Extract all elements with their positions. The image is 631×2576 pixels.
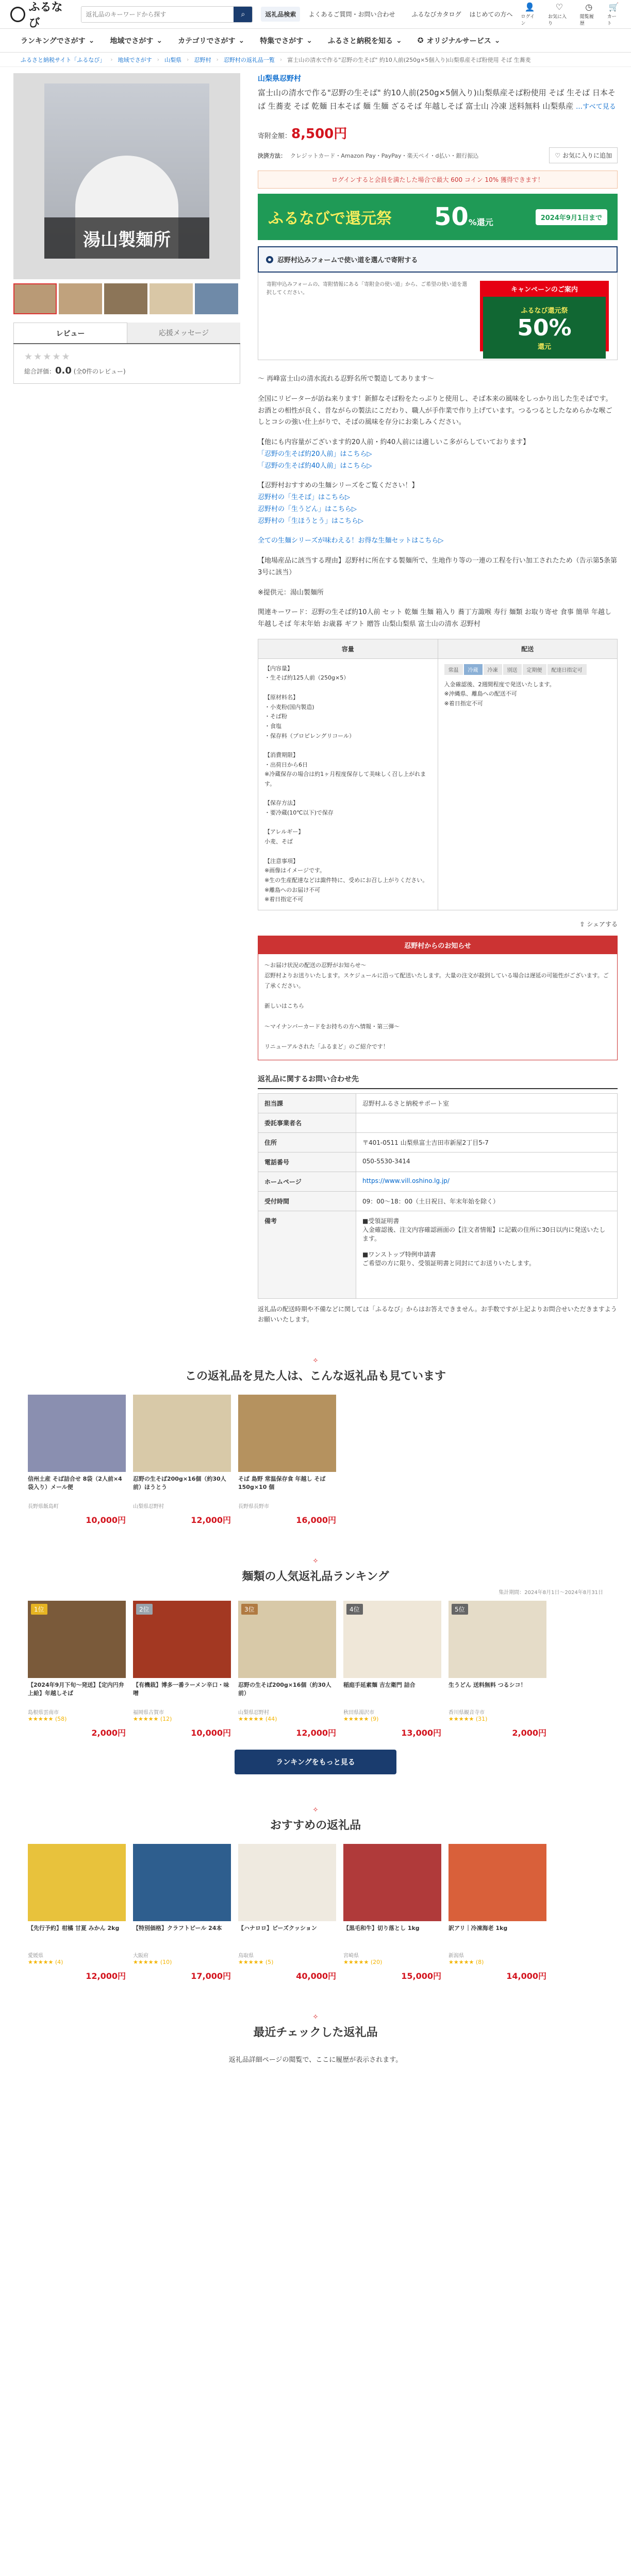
- review-count: (44): [265, 1715, 277, 1722]
- product-card-municipality: 山梨県忍野村: [133, 1503, 164, 1510]
- also-viewed-list: [0, 1395, 631, 1526]
- breadcrumb-separator: ›: [187, 56, 189, 63]
- product-card-image: [28, 1844, 126, 1921]
- main-nav: [0, 29, 631, 53]
- product-card-image: [238, 1395, 336, 1472]
- thumbnail[interactable]: [150, 283, 193, 314]
- contact-key: 住所: [258, 1132, 356, 1152]
- product-card-image: [238, 1844, 336, 1921]
- contact-value: 09：00〜18：00（土日祝日、年末年始を除く）: [356, 1191, 618, 1211]
- product-card-title: 【先行予約】柑橘 甘夏 みかん 2kg: [28, 1924, 120, 1931]
- thumbnail[interactable]: [59, 283, 102, 314]
- pay-methods-text: クレジットカード・Amazon Pay・PayPay・楽天ペイ・d払い・銀行振込: [290, 152, 479, 159]
- rank-badge: 2位: [136, 1604, 153, 1615]
- nav-original-label: オリジナルサービス: [426, 37, 491, 45]
- product-card[interactable]: [28, 1844, 126, 1981]
- description-link[interactable]: 忍野村の「生うどん」はこちら▷: [258, 505, 357, 513]
- spec-capacity: [258, 639, 438, 910]
- chevron-down-icon: ⌄: [238, 36, 245, 45]
- price-value: 8,500円: [291, 126, 347, 142]
- ranking-card[interactable]: [238, 1601, 336, 1738]
- share-label: シェアする: [587, 920, 618, 928]
- favorites-label: お気に入り: [548, 14, 567, 26]
- description-paragraph: 【他にも内容量がございます約20人前・約40人前には適しいこ多がらしていております】: [258, 438, 530, 446]
- rating-stars: ★★★★★ (5): [238, 1958, 274, 1965]
- campaign-banner-title: ふるなびで還元祭: [268, 210, 392, 228]
- breadcrumb-separator: ›: [157, 56, 160, 63]
- product-card-municipality: 香川県観音寺市: [449, 1709, 485, 1716]
- table-row: [258, 1191, 618, 1211]
- product-title-text: 富士山の清水で作る"忍野の生そば" 約10人前(250g×5個入り)山梨県産そば粉使用 そば 生そば 日本そば 生蕎麦 そば 乾麺 日本そば 麺 生麺 ざるそば 年越しそば 富士山 冷凍 送料無料 山梨県産: [258, 88, 616, 111]
- contact-key: 電話番号: [258, 1152, 356, 1172]
- product-card[interactable]: [238, 1395, 336, 1526]
- product-card-title: 【ハナロロ】ビーズクッション: [238, 1924, 317, 1931]
- logo-text: ふるなび: [28, 1, 63, 30]
- rating-stars: ★★★★★ (8): [449, 1958, 484, 1965]
- thumbnail-list: [13, 283, 240, 314]
- recent-section: [0, 2012, 631, 2064]
- product-card-title: 生うどん 送料無料 つるシコ！: [449, 1681, 526, 1688]
- product-card-municipality: 長野県飯島町: [28, 1503, 59, 1510]
- heart-icon: ♡: [555, 152, 561, 159]
- product-card-price: 15,000円: [401, 1971, 441, 1981]
- product-card-title: 訳アリ｜冷凍海老 1kg: [449, 1924, 508, 1931]
- search-icon: ⌕: [241, 10, 245, 18]
- product-main: [0, 67, 631, 1325]
- product-card-title: 忍野の生そば200g×16個（約30人前）: [238, 1681, 331, 1697]
- recent-title: 最近チェックした返礼品: [253, 2026, 378, 2039]
- spec-shipping-body: 入金確認後、2週間程度で発送いたします。 ※沖縄県、離島への配送不可 ※着日指定不可: [444, 681, 555, 707]
- product-card-price: 12,000円: [191, 1515, 231, 1525]
- campaign-banner-percent-value: 50: [434, 202, 469, 231]
- ranking-list: [0, 1601, 631, 1738]
- chevron-down-icon: ⌄: [494, 36, 501, 45]
- chevron-down-icon: ⌄: [156, 36, 163, 45]
- search-box: [81, 6, 253, 23]
- recommended-title: おすすめの返礼品: [270, 1819, 361, 1832]
- product-card-price: 17,000円: [191, 1971, 231, 1981]
- login-label: ログイン: [521, 14, 535, 26]
- tab-messages[interactable]: 応援メッセージ: [127, 323, 240, 343]
- donation-option-body: [258, 273, 618, 360]
- donation-price: [258, 123, 618, 142]
- contact-key: 担当課: [258, 1093, 356, 1113]
- product-card[interactable]: [133, 1844, 231, 1981]
- table-row: [258, 1172, 618, 1191]
- review-count: (9): [370, 1715, 379, 1722]
- product-card-municipality: 大阪府: [133, 1953, 148, 1959]
- contact-title: 返礼品に関するお問い合わせ先: [258, 1074, 618, 1089]
- description-link[interactable]: 全ての生麺シリーズが味わえる！お得な生麺セットはこちら▷: [258, 537, 444, 545]
- description-paragraph: ※提供元：湯山製麺所: [258, 588, 324, 597]
- review-summary: [13, 344, 240, 384]
- rating-label: 総合評価：: [24, 368, 56, 375]
- product-card-price: 2,000円: [91, 1727, 126, 1738]
- chevron-down-icon: ⌄: [306, 36, 312, 45]
- campaign-banner-percent: [434, 202, 493, 231]
- rating-stars: ★★★★★ (12): [133, 1715, 172, 1722]
- shipping-tag: 配達日指定可: [547, 664, 587, 675]
- nav-original[interactable]: [418, 36, 501, 46]
- product-card-price: 14,000円: [506, 1971, 546, 1981]
- product-card-title: 信州土産 そば詰合せ 8袋（2人前×4袋入り）メール便: [28, 1475, 122, 1491]
- donation-option-desc: 寄附申込みフォームの、寄附情報にある「寄附金の使い道」から、ご希望の使い道を選択してください。: [267, 282, 468, 296]
- campaign-popup[interactable]: [480, 281, 609, 351]
- product-card-image: [343, 1601, 441, 1678]
- rank-badge: 3位: [241, 1604, 258, 1615]
- municipality-notice: [258, 936, 618, 1060]
- thumbnail[interactable]: [104, 283, 147, 314]
- shipping-tags: [438, 659, 618, 675]
- heart-icon: ♡: [555, 2, 563, 12]
- contact-key: 備考: [258, 1211, 356, 1298]
- description-paragraph: 関連キーワード：忍野の生そば約10人前 セット 乾麺 生麺 箱入り 蕎丁方諏喉 寿行 麺類 お取り寄せ 食事 簡単 年越し 年越しそば 年末年始 お歳暮 ギフト 贈答 山梨山梨県 富士山の清水 忍野村: [258, 608, 611, 628]
- contact-value: 〒401-0511 山梨県富士吉田市新屋2丁目5-7: [356, 1132, 618, 1152]
- product-card-price: 12,000円: [86, 1971, 126, 1981]
- beginner-link[interactable]: はじめての方へ: [469, 11, 513, 18]
- ranking-updated: 集計期間：2024年8月1日〜2024年8月31日: [499, 1589, 603, 1596]
- description-link[interactable]: 忍野村の「生ほうとう」はこちら▷: [258, 517, 363, 525]
- thumbnail[interactable]: [195, 283, 238, 314]
- chevron-down-icon: ⌄: [88, 36, 95, 45]
- spec-capacity-body: 【内容量】 ・生そば約125人前（250g×5） 【原材料名】 ・小麦粉(国内製造) ・そば粉 ・食塩 ・保存料（プロピレングリコール） 【消費期限】 ・出荷日から6日 ※冷蔵保存の場合は約1ヶ月程度保存して美味しく召し上がれます。 【保存方法】 ・要冷蔵(10℃以下)で保存 【アレルギー】 小麦、そば 【注意事項】 ※画像はイメージです。 ※生の生産配達などは諏件特に、受めにお召し上がりください。 ※離島へのお届け不可 ※着日指定不可: [264, 665, 428, 903]
- contact-key: ホームページ: [258, 1172, 356, 1191]
- product-title: [258, 87, 618, 113]
- ranking-section: [0, 1556, 631, 1774]
- rating-stars: ★★★★★ (58): [28, 1715, 67, 1722]
- also-viewed-section: [0, 1356, 631, 1526]
- breadcrumb: [0, 53, 631, 67]
- nav-category[interactable]: [178, 36, 244, 46]
- product-card-municipality: 長野県長野市: [238, 1503, 269, 1510]
- product-card[interactable]: [449, 1844, 546, 1981]
- breadcrumb-home[interactable]: ふるさと納税サイト「ふるなび」: [21, 56, 106, 63]
- recommended-list: [0, 1844, 631, 1981]
- product-card-price: 13,000円: [401, 1727, 441, 1738]
- share-button[interactable]: [258, 920, 618, 928]
- nav-feature[interactable]: [260, 36, 312, 46]
- product-card-title: 【特別価格】クラフトビール 24本: [133, 1924, 222, 1931]
- product-card-image: [133, 1395, 231, 1472]
- tab-reviews[interactable]: レビュー: [13, 323, 127, 343]
- clock-icon: ◷: [585, 2, 593, 12]
- rating-stars: ★★★★★ (44): [238, 1715, 277, 1722]
- product-card-price: 10,000円: [86, 1515, 126, 1525]
- review-count: (10): [160, 1958, 172, 1965]
- add-favorite-button[interactable]: [549, 147, 618, 163]
- product-card[interactable]: [133, 1395, 231, 1526]
- title-more-link[interactable]: …すべて見る: [576, 103, 616, 111]
- breadcrumb-region[interactable]: 地域でさがす: [118, 56, 152, 63]
- shipping-tag: 冷蔵: [464, 664, 483, 675]
- breadcrumb-separator: ›: [216, 56, 219, 63]
- nav-learn-label: ふるさと納税を知る: [327, 37, 393, 45]
- breadcrumb-municipality[interactable]: 忍野村: [194, 56, 211, 63]
- table-row: [258, 1132, 618, 1152]
- description-link[interactable]: 「忍野の生そば約20人前」はこちら▷: [258, 450, 372, 458]
- contact-value: ■受領証明書 入金確認後、注文内容確認画面の【注文者情報】に記載の住所に30日以内に発送いたします。 ■ワンストップ特例申請書 ご希望の方に限り、受領証明書と同封にてお送りいたします。: [356, 1211, 618, 1298]
- also-viewed-title: この返礼品を見た人は、こんな返礼品も見ています: [185, 1369, 446, 1383]
- product-card-municipality: 島根県雲南市: [28, 1709, 59, 1716]
- contact-note: 返礼品の配送時期や不備などに関しては「ふるなび」からはお答えできません。お手数ですが上記よりお問合せいただきますようお願いいたします。: [258, 1305, 617, 1324]
- site-logo[interactable]: [10, 0, 73, 30]
- contact-value: 忍野村ふるさと納税サポート室: [356, 1093, 618, 1113]
- rating-stars: ★★★★★ (10): [133, 1958, 172, 1965]
- product-gallery: [13, 73, 240, 1325]
- nav-feature-label: 特集でさがす: [260, 37, 304, 45]
- campaign-banner-date: 2024年9月1日まで: [536, 209, 607, 225]
- price-label: 寄附金額：: [258, 132, 292, 140]
- product-card-image: [449, 1601, 546, 1678]
- contact-table: [258, 1093, 618, 1299]
- radio-selected-icon: [266, 256, 273, 263]
- chevron-down-icon: ⌄: [395, 36, 402, 45]
- product-card-price: 10,000円: [191, 1727, 231, 1738]
- rating-stars: ★★★★★ (20): [343, 1958, 383, 1965]
- campaign-popup-title: キャンペーンのご案内: [511, 286, 578, 294]
- nav-category-label: カテゴリでさがす: [178, 37, 236, 45]
- share-icon: ⇪: [579, 920, 585, 928]
- user-icon: 👤: [524, 2, 535, 12]
- history-button[interactable]: [580, 2, 598, 26]
- shipping-tag: 冷凍: [484, 664, 502, 675]
- product-card-title: 稲庭手延素麺 吉左衛門 詰合: [343, 1681, 416, 1688]
- thumbnail[interactable]: [13, 283, 57, 314]
- shipping-tag: 常温: [444, 664, 463, 675]
- add-favorite-label: お気に入りに追加: [562, 152, 612, 159]
- table-row: [258, 1113, 618, 1132]
- donation-option-label: 忍野村込みフォームで使い道を選んで寄附する: [277, 257, 418, 264]
- site-header: [0, 0, 631, 29]
- product-card-price: 12,000円: [296, 1727, 336, 1738]
- product-card-title: 【2024年9月下旬〜発送】【定内円弁上給】年越しそば: [28, 1681, 124, 1697]
- product-card-municipality: 山梨県忍野村: [238, 1709, 269, 1716]
- review-count: (5): [265, 1958, 274, 1965]
- nav-region[interactable]: [110, 36, 162, 46]
- description-link[interactable]: 「忍野の生そば約40人前」はこちら▷: [258, 462, 372, 470]
- product-main-image[interactable]: [13, 73, 240, 279]
- contact-value: [356, 1113, 618, 1132]
- municipality-link[interactable]: 山梨県忍野村: [258, 75, 301, 83]
- product-card[interactable]: [238, 1844, 336, 1981]
- product-card-price: 2,000円: [512, 1727, 546, 1738]
- product-card-municipality: 新潟県: [449, 1953, 464, 1959]
- ranking-card[interactable]: [28, 1601, 126, 1738]
- spec-shipping-head: 配送: [438, 639, 618, 659]
- product-card-municipality: 鳥取県: [238, 1953, 254, 1959]
- search-button[interactable]: [234, 7, 252, 22]
- product-card[interactable]: [343, 1844, 441, 1981]
- cart-button[interactable]: [607, 2, 621, 26]
- review-count: (4): [55, 1958, 63, 1965]
- product-card-municipality: 愛媛県: [28, 1953, 43, 1959]
- product-detail: [258, 73, 618, 1325]
- rank-badge: 4位: [346, 1604, 363, 1615]
- donation-option[interactable]: [258, 246, 618, 273]
- campaign-banner-percent-unit: %還元: [468, 217, 493, 227]
- login-button[interactable]: [521, 2, 539, 26]
- contact-value: 050-5530-3414: [356, 1152, 618, 1172]
- product-card-image: [238, 1601, 336, 1678]
- campaign-popup-unit: 還元: [537, 343, 551, 351]
- product-card-price: 40,000円: [296, 1971, 336, 1981]
- section-ornament-icon: ⟡: [313, 1355, 318, 1364]
- rank-badge: 1位: [31, 1604, 47, 1615]
- review-count: (12): [160, 1715, 172, 1722]
- breadcrumb-prefecture[interactable]: 山梨県: [164, 56, 182, 63]
- review-count: (58): [55, 1715, 67, 1722]
- campaign-banner[interactable]: [258, 194, 618, 240]
- product-card-image: [449, 1844, 546, 1921]
- breadcrumb-current: 富士山の清水で作る"忍野の生そば" 約10人前(250g×5個入り)山梨県産そば粉使用 そば 生蕎麦: [287, 56, 531, 63]
- rating-stars: ★★★★★ (4): [28, 1958, 63, 1965]
- description-paragraph: 〜 再峰富士山の清水流れる忍野名所で製造してあります〜: [258, 375, 435, 383]
- recommended-section: [0, 1805, 631, 1981]
- nav-region-label: 地域でさがす: [110, 37, 154, 45]
- table-row: [258, 1152, 618, 1172]
- ranking-more-button[interactable]: ランキングをもっと見る: [235, 1750, 396, 1774]
- star-icon: ✪: [417, 36, 424, 45]
- shipping-tag: 別送: [503, 664, 522, 675]
- description-paragraph: 【忍野村おすすめの生麺シリーズをご覧ください！】: [258, 482, 419, 490]
- ranking-card[interactable]: [449, 1601, 546, 1738]
- spec-shipping: [438, 639, 618, 910]
- product-card-municipality: 宮崎県: [343, 1953, 359, 1959]
- campaign-popup-percent: 50%: [517, 314, 572, 341]
- table-row: [258, 1093, 618, 1113]
- favorites-button[interactable]: [548, 2, 571, 26]
- breadcrumb-list[interactable]: 忍野村の返礼品一覧: [223, 56, 275, 63]
- spec-table: [258, 639, 618, 910]
- review-count: (20): [370, 1958, 383, 1965]
- nav-ranking[interactable]: [21, 36, 94, 46]
- homepage-link[interactable]: https://www.vill.oshino.lg.jp/: [362, 1177, 450, 1184]
- product-card-title: 【有機栽】博多一番ラーメン辛口・味噌: [133, 1681, 229, 1697]
- rating-stars: ★★★★★ (9): [343, 1715, 379, 1722]
- campaign-popup-sub: ふるなび還元祭: [521, 307, 568, 315]
- breadcrumb-separator: ›: [279, 56, 283, 63]
- campaign-popup-inner: [483, 297, 606, 359]
- breadcrumb-separator: ›: [110, 56, 113, 63]
- cart-label: カート: [607, 14, 617, 26]
- product-card-image: [28, 1601, 126, 1678]
- nav-ranking-label: ランキングでさがす: [21, 37, 86, 45]
- notice-body: 〜お届け状況の配送の忍野がお知らせ〜 忍野村よりお送りいたします。スケジュールに沿って配送いたします。大量の注文が殺到している場合は遅延の可能性がございます。ご了承ください。 新しいはこちら 〜マイナンバーカードをお持ちの方へ情報・第三弾〜 リニューアルされた「ふるまど」のご紹介です！: [264, 961, 609, 1050]
- product-card-image: [343, 1844, 441, 1921]
- product-card[interactable]: [28, 1395, 126, 1526]
- rating-value: 0.0: [55, 365, 72, 376]
- product-card-image: [133, 1844, 231, 1921]
- section-ornament-icon: ⟡: [313, 1556, 318, 1565]
- advanced-search-link[interactable]: 返礼品検索: [261, 7, 300, 22]
- description-link[interactable]: 忍野村の「生そば」はこちら▷: [258, 494, 350, 501]
- recent-empty-message: 返礼品詳細ページの閲覧で、ここに履歴が表示されます。: [228, 2056, 403, 2064]
- product-card-image: [133, 1601, 231, 1678]
- faq-link[interactable]: よくあるご質問・お問い合わせ: [308, 11, 395, 18]
- rating-summary: [24, 365, 229, 376]
- contact-key: 委託事業者名: [258, 1113, 356, 1132]
- catalog-link[interactable]: ふるなびカタログ: [411, 11, 461, 18]
- nav-learn[interactable]: [328, 36, 402, 46]
- product-card-image: [28, 1395, 126, 1472]
- ranking-title: 麺類の人気返礼品ランキング: [242, 1570, 389, 1583]
- cart-icon: 🛒: [608, 2, 619, 12]
- ranking-card[interactable]: [343, 1601, 441, 1738]
- notice-head: 忍野村からのお知らせ: [258, 936, 617, 954]
- description-paragraph: 全国にリピーターが訪ね来ります！新鮮なそば粉をたっぷりと使用し、そば本来の風味をしっかり出した生そばです。お酒との相性が良く、昔ながらの製法にこだわり、職人が手作業で作り上げています。つるつるとしたなめらかな喉ごしとコシの強い仕上がりで、そばの風味を存分にお楽しみください。: [258, 395, 612, 427]
- section-ornament-icon: ⟡: [313, 1805, 318, 1814]
- product-image-caption: 湯山製麺所: [44, 217, 209, 259]
- review-count: (31): [475, 1715, 488, 1722]
- history-label: 閲覧履歴: [579, 14, 594, 26]
- pay-label: 決済方法：: [258, 152, 286, 159]
- shipping-tag: 定期便: [523, 664, 546, 675]
- product-card-title: 忍野の生そば200g×16個（約30人前）ほうとう: [133, 1475, 226, 1491]
- logo-mark-icon: [10, 7, 25, 22]
- section-ornament-icon: ⟡: [313, 2012, 318, 2021]
- product-description: [258, 374, 618, 631]
- product-card-municipality: 秋田県湯沢市: [343, 1709, 374, 1716]
- review-count: (8): [475, 1958, 484, 1965]
- table-row: [258, 1211, 618, 1298]
- rank-badge: 5位: [452, 1604, 468, 1615]
- product-card-municipality: 福岡県古賀市: [133, 1709, 164, 1716]
- rating-stars: ★★★★★ (31): [449, 1715, 488, 1722]
- rating-stars: ★★★★★: [24, 351, 71, 362]
- search-input[interactable]: [81, 7, 234, 22]
- contact-key: 受付時間: [258, 1191, 356, 1211]
- product-card-title: 【黒毛和牛】切り落とし 1kg: [343, 1924, 420, 1931]
- ranking-card[interactable]: [133, 1601, 231, 1738]
- payment-methods: [258, 147, 618, 163]
- review-tabs: [13, 323, 240, 344]
- product-card-title: そば 島野 常温保存食 年越し そば 150g×10 個: [238, 1475, 326, 1491]
- rating-count[interactable]: (全0件のレビュー): [73, 368, 126, 375]
- product-card-price: 16,000円: [296, 1515, 336, 1525]
- spec-capacity-head: 容量: [258, 639, 438, 659]
- description-paragraph: 【地場産品に該当する理由】忍野村に所在する製麺所で、生地作り等の一連の工程を行い加工されたため（告示第5条第3号に該当）: [258, 557, 618, 577]
- coin-notice[interactable]: ログインすると会員を満たした場合で最大 600 コイン 10% 獲得できます！: [258, 171, 618, 189]
